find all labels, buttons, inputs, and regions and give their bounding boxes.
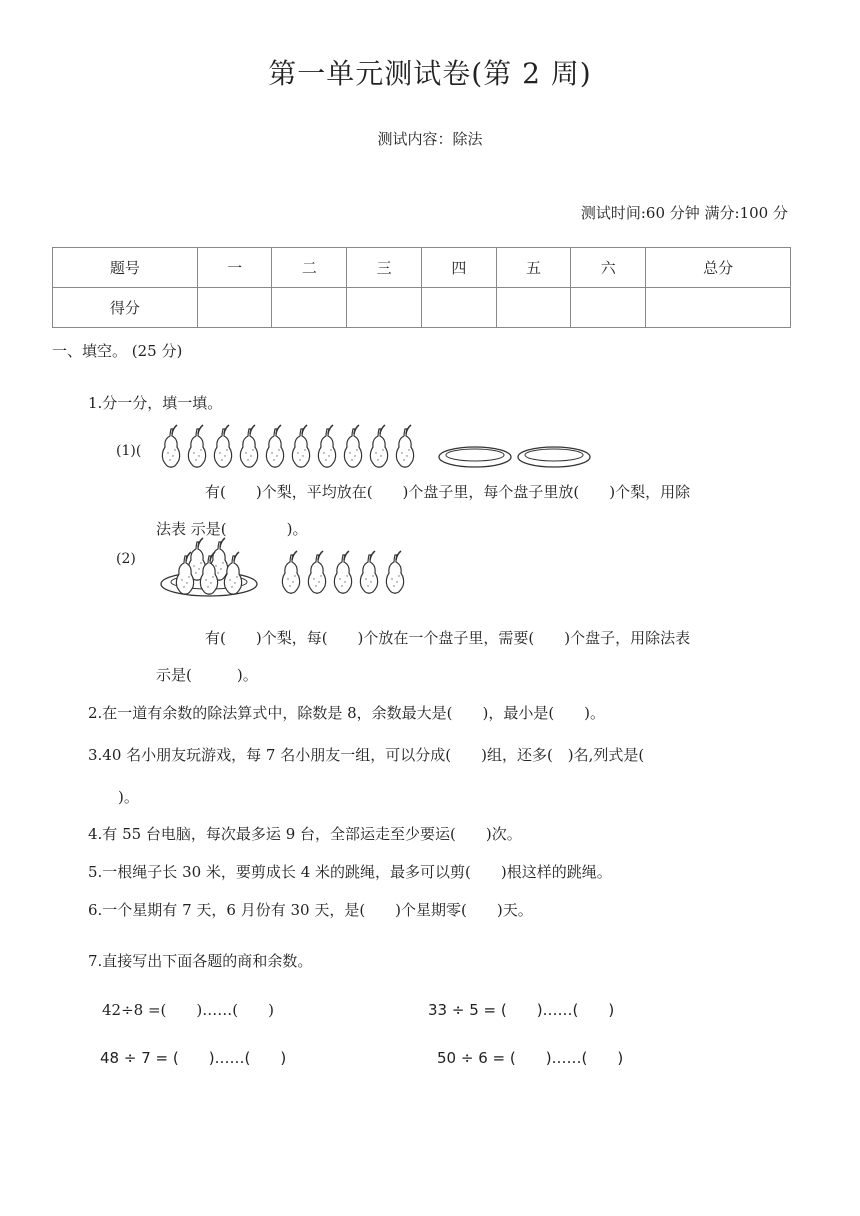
- score-cell[interactable]: [347, 288, 422, 328]
- question-3-line-1: 3.40 名小朋友玩游戏，每 7 名小朋友一组，可以分成( )组，还多( )名,列式是(: [88, 746, 645, 764]
- question-2: 2.在一道有余数的除法算式中，除数是 8，余数最大是( )，最小是( )。: [88, 704, 606, 722]
- question-1-part-2-label: (2): [116, 551, 136, 567]
- table-header-cell: 四: [421, 248, 496, 288]
- page-title: 第一单元测试卷(第 2 周): [268, 57, 592, 90]
- question-1-part-1-line-1: 有( )个梨，平均放在( )个盘子里，每个盘子里放( )个梨，用除: [205, 483, 691, 501]
- calc-item: 33 ÷ 5 = ( )……( ): [428, 1001, 615, 1019]
- score-table: [52, 247, 791, 328]
- score-cell[interactable]: [571, 288, 646, 328]
- plate-with-pears-illustration: [160, 538, 260, 602]
- table-header-cell: 五: [496, 248, 571, 288]
- score-table-header-row: [53, 248, 791, 288]
- question-6: 6.一个星期有 7 天，6 月份有 30 天，是( )个星期零( )天。: [88, 901, 533, 919]
- question-1-part-2-line-1: 有( )个梨，每( )个放在一个盘子里，需要( )个盘子，用除法表: [205, 629, 691, 647]
- test-content: 测试内容：除法: [377, 130, 483, 148]
- score-row-label: 得分: [53, 288, 198, 328]
- score-cell[interactable]: [496, 288, 571, 328]
- calc-item: 48 ÷ 7 = ( )……( ): [100, 1049, 287, 1067]
- pears-row-illustration: [156, 425, 421, 471]
- question-5: 5.一根绳子长 30 米，要剪成长 4 米的跳绳，最多可以剪( )根这样的跳绳。: [88, 863, 612, 881]
- section-heading: 一、填空。 (25 分): [52, 342, 183, 360]
- plates-illustration: [438, 444, 593, 470]
- table-header-cell: 二: [272, 248, 347, 288]
- question-7: 7.直接写出下面各题的商和余数。: [88, 952, 313, 970]
- score-cell[interactable]: [646, 288, 791, 328]
- test-meta: 测试时间:60 分钟 满分:100 分: [580, 204, 788, 222]
- table-header-cell: 一: [197, 248, 272, 288]
- score-cell[interactable]: [197, 288, 272, 328]
- question-4: 4.有 55 台电脑，每次最多运 9 台，全部运走至少要运( )次。: [88, 825, 522, 843]
- calc-item: 42÷8 =( )……( ): [102, 1001, 274, 1019]
- question-1-part-1-label: (1)(: [116, 443, 142, 459]
- question-3-line-2: )。: [118, 788, 139, 806]
- table-header-cell: 题号: [53, 248, 198, 288]
- score-cell[interactable]: [272, 288, 347, 328]
- question-1-part-2-line-2: 示是( )。: [156, 666, 258, 684]
- pears-row-2-illustration: [278, 551, 418, 597]
- table-header-cell: 总分: [646, 248, 791, 288]
- question-1-part-1-line-2: 法表 示是( )。: [156, 520, 308, 538]
- score-table-score-row: [53, 288, 791, 328]
- calc-item: 50 ÷ 6 = ( )……( ): [437, 1049, 624, 1067]
- score-cell[interactable]: [421, 288, 496, 328]
- question-1: 1.分一分，填一填。: [88, 394, 223, 412]
- table-header-cell: 六: [571, 248, 646, 288]
- table-header-cell: 三: [347, 248, 422, 288]
